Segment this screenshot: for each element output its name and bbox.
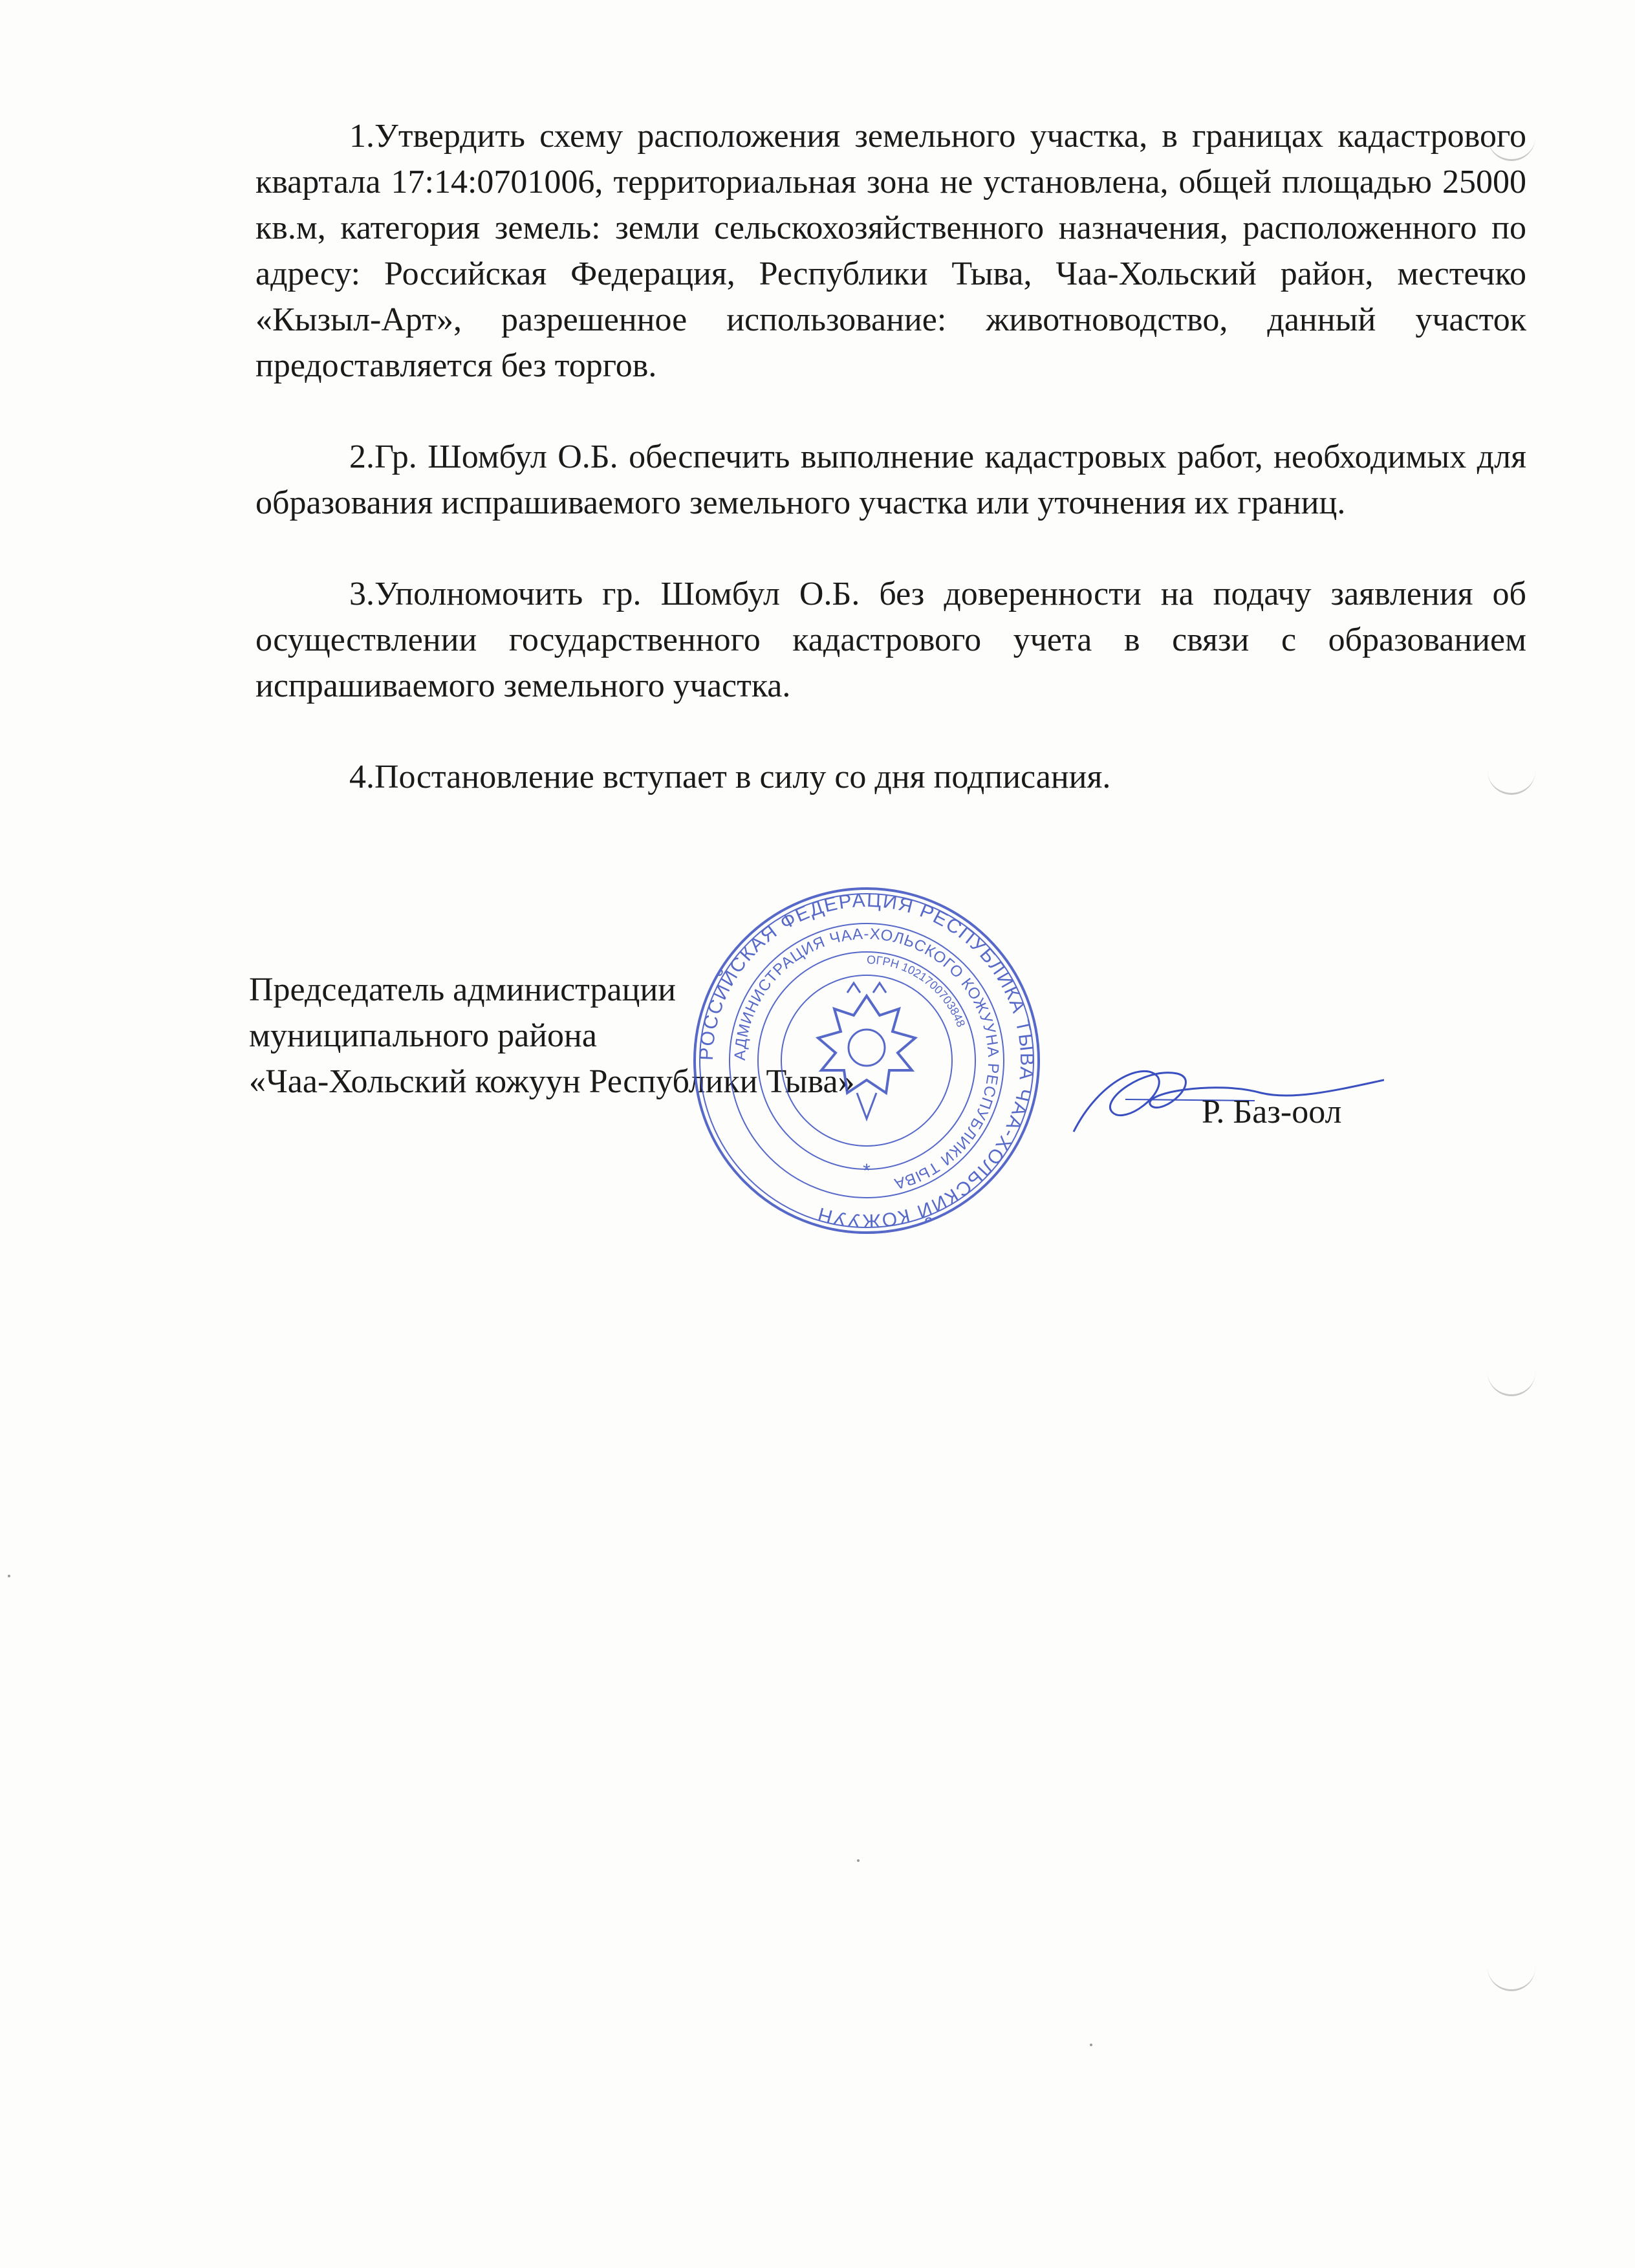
signer-position-line-3: «Чаа-Хольский кожуун Республики Тыва» — [249, 1063, 855, 1100]
paragraph-1: 1.Утвердить схему расположения земельного участка, в границах кадастрового квартала 17:14:0701006, территориальная зона не установлена, общей площадью 25000 кв.м, категория земель: земли сельскохозяйственного назначения, расположенного по адресу: Российская Федерация, Республики Тыва, Чаа-Хольский район, местечко «Кызыл-Арт», разрешенное использование: животноводство, данный участок предоставляется без торгов. — [255, 118, 1526, 384]
official-seal — [692, 886, 1041, 1235]
signer-position-line-1: Председатель администрации — [249, 971, 677, 1008]
punch-hole-mark — [1488, 1371, 1535, 1396]
svg-text:*: * — [863, 1160, 871, 1182]
paragraph-4: 4.Постановление вступает в силу со дня подписания. — [349, 759, 1111, 795]
scan-speck — [857, 1859, 860, 1862]
resolution-body — [255, 113, 1526, 845]
paragraph-3: 3.Уполномочить гр. Шомбул О.Б. без доверенности на подачу заявления об осуществлении государственного кадастрового учета в связи с образованием испрашиваемого земельного участка. — [255, 576, 1526, 704]
seal-outer-text: РОССИЙСКАЯ ФЕДЕРАЦИЯ РЕСПУБЛИКА ТЫВА ЧАА-ХОЛЬСКИЙ КОЖУУН — [695, 889, 1038, 1232]
signer-position-line-2: муниципального района — [249, 1017, 597, 1054]
paragraph-2: 2.Гр. Шомбул О.Б. обеспечить выполнение кадастровых работ, необходимых для образования испрашиваемого земельного участка или уточнения их границ. — [255, 438, 1526, 521]
coat-of-arms-emblem — [818, 983, 915, 1119]
scan-speck — [8, 1575, 10, 1577]
signer-name: Р. Баз-оол — [1202, 1094, 1342, 1130]
punch-hole-mark — [1488, 1966, 1535, 1991]
seal-ogrn-text: ОГРН 1021700703848 — [866, 953, 968, 1029]
scan-speck — [1090, 2044, 1092, 2046]
seal-inner-text: АДМИНИСТРАЦИЯ ЧАА-ХОЛЬСКОГО КОЖУУНА РЕСПУБЛИКИ ТЫВА — [731, 925, 1002, 1193]
